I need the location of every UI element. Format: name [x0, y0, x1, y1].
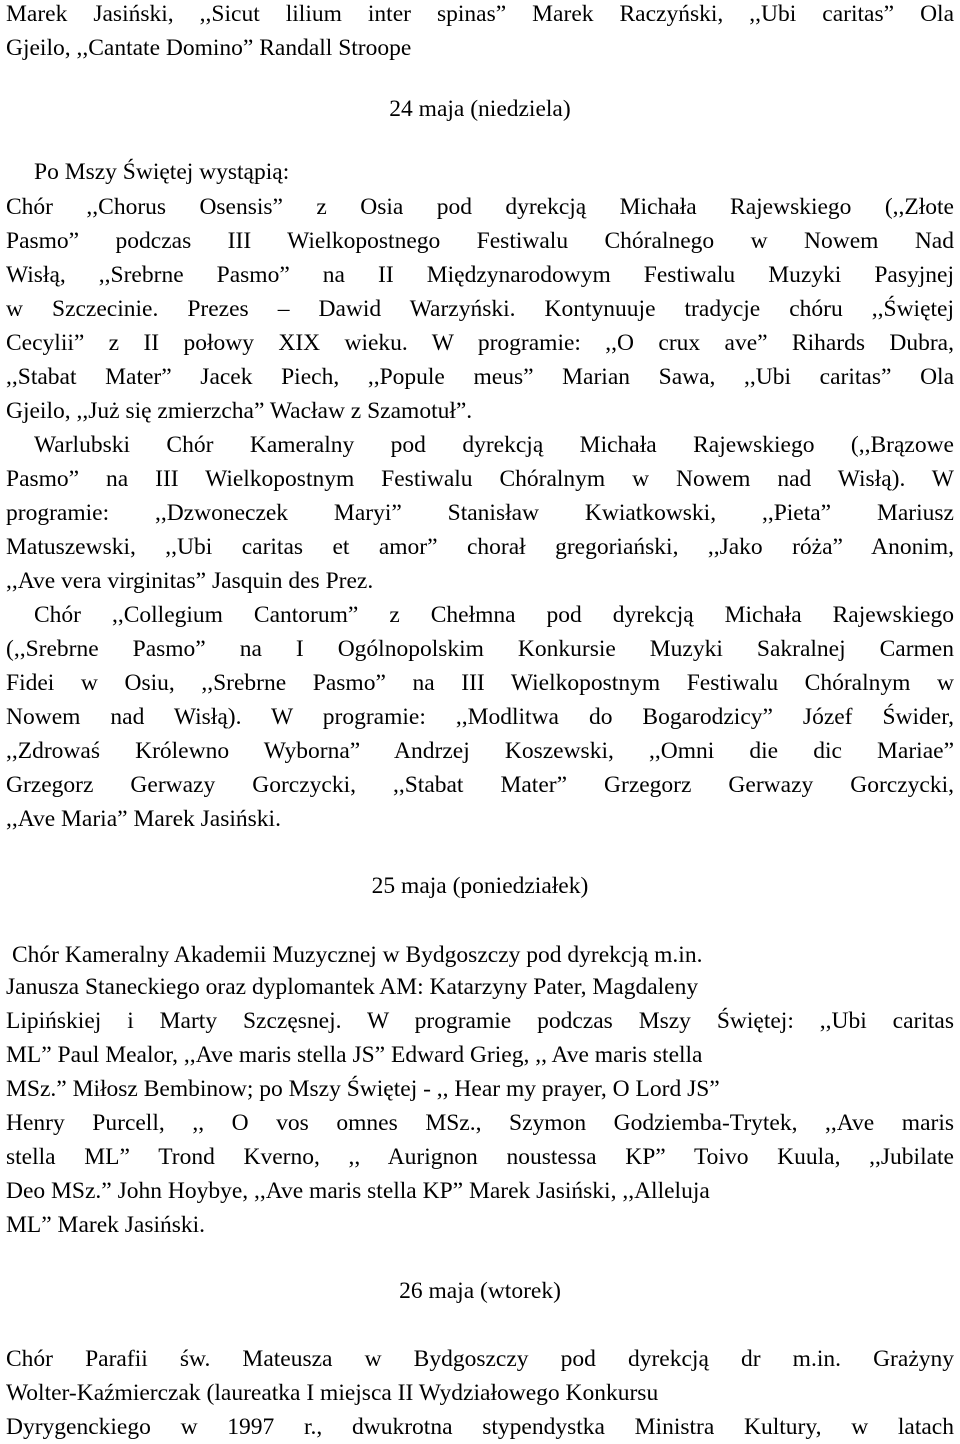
- text-line: Matuszewski, ,,Ubi caritas et amor” chorał gregoriański, ,,Jako róża” Anonim,: [6, 534, 954, 560]
- text-line: w Szczecinie. Prezes – Dawid Warzyński. Kontynuuje tradycje chóru ,,Świętej: [6, 296, 954, 322]
- text-line: Gjeilo, ,,Już się zmierzcha” Wacław z Szamotuł”.: [6, 398, 473, 424]
- text-line: Chór Parafii św. Mateusza w Bydgoszczy pod dyrekcją dr m.in. Grażyny: [6, 1346, 954, 1372]
- text-line: Dyrygenckiego w 1997 r., dwukrotna stypendystka Ministra Kultury, w latach: [6, 1414, 954, 1440]
- text-line: ,,Zdrowaś Królewno Wyborna” Andrzej Koszewski, ,,Omni die dic Mariae”: [6, 738, 954, 764]
- text-line: ,,Ave Maria” Marek Jasiński.: [6, 806, 281, 832]
- text-line: Cecylii” z II połowy XIX wieku. W programie: ,,O crux ave” Rihards Dubra,: [6, 330, 954, 356]
- text-line: Wisłą, ,,Srebrne Pasmo” na II Międzynarodowym Festiwalu Muzyki Pasyjnej: [6, 262, 954, 288]
- text-line: Grzegorz Gerwazy Gorczycki, ,,Stabat Mater” Grzegorz Gerwazy Gorczycki,: [6, 772, 954, 798]
- section-heading-24-maja: 24 maja (niedziela): [389, 96, 571, 122]
- text-line: Warlubski Chór Kameralny pod dyrekcją Michała Rajewskiego (,,Brązowe: [34, 432, 954, 458]
- text-line: ML” Paul Mealor, ,,Ave maris stella JS” Edward Grieg, ,, Ave maris stella: [6, 1042, 703, 1068]
- text-line: Pasmo” podczas III Wielkopostnego Festiwalu Chóralnego w Nowem Nad: [6, 228, 954, 254]
- text-line: MSz.” Miłosz Bembinow; po Mszy Świętej - ,, Hear my prayer, O Lord JS”: [6, 1076, 720, 1102]
- text-line: stella ML” Trond Kverno, ,, Aurignon noustessa KP” Toivo Kuula, ,,Jubilate: [6, 1144, 954, 1170]
- text-line: Marek Jasiński, ,,Sicut lilium inter spinas” Marek Raczyński, ,,Ubi caritas” Ola: [6, 1, 954, 27]
- text-line: (,,Srebrne Pasmo” na I Ogólnopolskim Konkursie Muzyki Sakralnej Carmen: [6, 636, 954, 662]
- text-line: Gjeilo, ,,Cantate Domino” Randall Stroope: [6, 35, 412, 61]
- text-line: Henry Purcell, ,, O vos omnes MSz., Szymon Godziemba-Trytek, ,,Ave maris: [6, 1110, 954, 1136]
- text-line: Deo MSz.” John Hoybye, ,,Ave maris stella KP” Marek Jasiński, ,,Alleluja: [6, 1178, 710, 1204]
- text-line: Nowem nad Wisłą). W programie: ,,Modlitwa do Bogarodzicy” Józef Świder,: [6, 704, 954, 730]
- text-line: Chór ,,Chorus Osensis” z Osia pod dyrekcją Michała Rajewskiego (,,Złote: [6, 194, 954, 220]
- text-line: ML” Marek Jasiński.: [6, 1212, 206, 1238]
- section-heading-25-maja: 25 maja (poniedziałek): [371, 873, 589, 899]
- section-heading-26-maja: 26 maja (wtorek): [399, 1278, 561, 1304]
- text-line: programie: ,,Dzwoneczek Maryi” Stanisław Kwiatkowski, ,,Pieta” Mariusz: [6, 500, 954, 526]
- text-line: Pasmo” na III Wielkopostnym Festiwalu Chóralnym w Nowem nad Wisłą). W: [6, 466, 954, 492]
- text-line: Chór ,,Collegium Cantorum” z Chełmna pod dyrekcją Michała Rajewskiego: [34, 602, 954, 628]
- text-line: Fidei w Osiu, ,,Srebrne Pasmo” na III Wielkopostnym Festiwalu Chóralnym w: [6, 670, 954, 696]
- text-line: Wolter-Kaźmierczak (laureatka I miejsca II Wydziałowego Konkursu: [6, 1380, 659, 1406]
- text-line: Chór Kameralny Akademii Muzycznej w Bydgoszczy pod dyrekcją m.in.: [12, 942, 703, 968]
- text-line: Janusza Staneckiego oraz dyplomantek AM: Katarzyny Pater, Magdaleny: [6, 974, 699, 1000]
- text-line: ,,Ave vera virginitas” Jasquin des Prez.: [6, 568, 374, 594]
- text-line: ,,Stabat Mater” Jacek Piech, ,,Popule meus” Marian Sawa, ,,Ubi caritas” Ola: [6, 364, 954, 390]
- text-line: Lipińskiej i Marty Szczęsnej. W programie podczas Mszy Świętej: ,,Ubi caritas: [6, 1008, 954, 1034]
- text-line: Po Mszy Świętej wystąpią:: [34, 159, 290, 185]
